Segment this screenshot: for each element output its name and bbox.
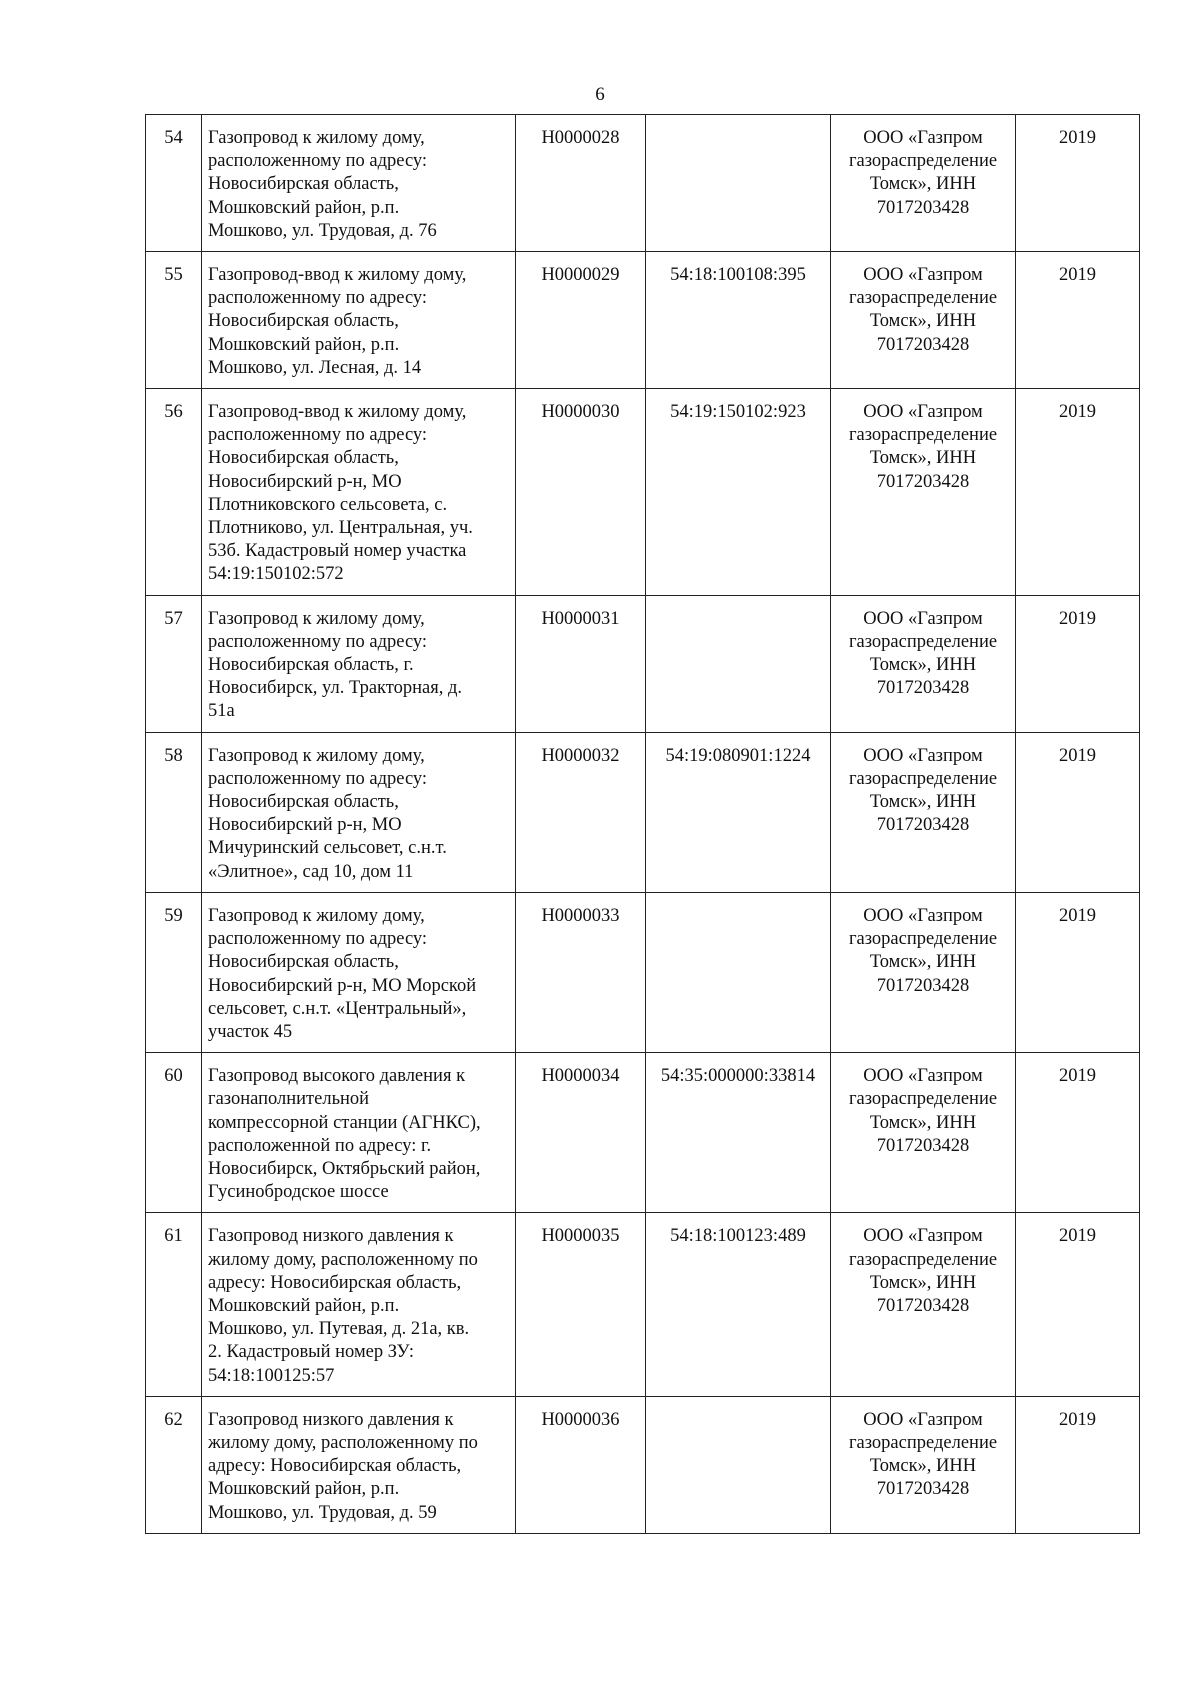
row-number: 61 — [146, 1213, 202, 1396]
row-number: 55 — [146, 252, 202, 389]
table-row — [146, 252, 1140, 389]
owner-organization: ООО «Газпром газораспределение Томск», ИНН 7017203428 — [831, 1053, 1016, 1213]
inventory-number: Н0000028 — [516, 115, 646, 252]
object-description: Газопровод-ввод к жилому дому, расположенному по адресу: Новосибирская область, Мошковский район, р.п. Мошково, ул. Лесная, д. 14 — [202, 252, 516, 389]
inventory-number: Н0000033 — [516, 892, 646, 1052]
owner-organization: ООО «Газпром газораспределение Томск», ИНН 7017203428 — [831, 1396, 1016, 1533]
row-number: 60 — [146, 1053, 202, 1213]
table-row — [146, 389, 1140, 596]
cadastral-number — [646, 1396, 831, 1533]
table-row — [146, 595, 1140, 732]
cadastral-number: 54:19:150102:923 — [646, 389, 831, 596]
inventory-number: Н0000029 — [516, 252, 646, 389]
row-number: 59 — [146, 892, 202, 1052]
object-description: Газопровод-ввод к жилому дому, расположенному по адресу: Новосибирская область, Новосибирский р-н, МО Плотниковского сельсовета, с. Плотниково, ул. Центральная, уч. 53б. Кадастровый номер участка 54:19:150102:572 — [202, 389, 516, 596]
cadastral-number — [646, 892, 831, 1052]
registry-table — [145, 114, 1140, 1534]
object-description: Газопровод к жилому дому, расположенному по адресу: Новосибирская область, Мошковский район, р.п. Мошково, ул. Трудовая, д. 76 — [202, 115, 516, 252]
year: 2019 — [1016, 1213, 1140, 1396]
table-row — [146, 1213, 1140, 1396]
cadastral-number: 54:35:000000:33814 — [646, 1053, 831, 1213]
year: 2019 — [1016, 732, 1140, 892]
inventory-number: Н0000034 — [516, 1053, 646, 1213]
year: 2019 — [1016, 389, 1140, 596]
object-description: Газопровод к жилому дому, расположенному по адресу: Новосибирская область, г. Новосибирск, ул. Тракторная, д. 51а — [202, 595, 516, 732]
object-description: Газопровод к жилому дому, расположенному по адресу: Новосибирская область, Новосибирский р-н, МО Морской сельсовет, с.н.т. «Центральный», участок 45 — [202, 892, 516, 1052]
owner-organization: ООО «Газпром газораспределение Томск», ИНН 7017203428 — [831, 389, 1016, 596]
inventory-number: Н0000030 — [516, 389, 646, 596]
inventory-number: Н0000036 — [516, 1396, 646, 1533]
cadastral-number: 54:19:080901:1224 — [646, 732, 831, 892]
year: 2019 — [1016, 1396, 1140, 1533]
object-description: Газопровод высокого давления к газонаполнительной компрессорной станции (АГНКС), расположенной по адресу: г. Новосибирск, Октябрьский район, Гусинобродское шоссе — [202, 1053, 516, 1213]
object-description: Газопровод низкого давления к жилому дому, расположенному по адресу: Новосибирская область, Мошковский район, р.п. Мошково, ул. Трудовая, д. 59 — [202, 1396, 516, 1533]
row-number: 62 — [146, 1396, 202, 1533]
owner-organization: ООО «Газпром газораспределение Томск», ИНН 7017203428 — [831, 732, 1016, 892]
table-row — [146, 892, 1140, 1052]
inventory-number: Н0000035 — [516, 1213, 646, 1396]
row-number: 56 — [146, 389, 202, 596]
owner-organization: ООО «Газпром газораспределение Томск», ИНН 7017203428 — [831, 892, 1016, 1052]
inventory-number: Н0000032 — [516, 732, 646, 892]
table-row — [146, 1053, 1140, 1213]
year: 2019 — [1016, 115, 1140, 252]
inventory-number: Н0000031 — [516, 595, 646, 732]
cadastral-number — [646, 595, 831, 732]
cadastral-number: 54:18:100123:489 — [646, 1213, 831, 1396]
cadastral-number: 54:18:100108:395 — [646, 252, 831, 389]
object-description: Газопровод к жилому дому, расположенному по адресу: Новосибирская область, Новосибирский р-н, МО Мичуринский сельсовет, с.н.т. «Элитное», сад 10, дом 11 — [202, 732, 516, 892]
year: 2019 — [1016, 892, 1140, 1052]
row-number: 57 — [146, 595, 202, 732]
owner-organization: ООО «Газпром газораспределение Томск», ИНН 7017203428 — [831, 115, 1016, 252]
table-row — [146, 732, 1140, 892]
owner-organization: ООО «Газпром газораспределение Томск», ИНН 7017203428 — [831, 595, 1016, 732]
table-row — [146, 115, 1140, 252]
cadastral-number — [646, 115, 831, 252]
table-row — [146, 1396, 1140, 1533]
page-number: 6 — [595, 84, 605, 105]
year: 2019 — [1016, 595, 1140, 732]
year: 2019 — [1016, 1053, 1140, 1213]
object-description: Газопровод низкого давления к жилому дому, расположенному по адресу: Новосибирская область, Мошковский район, р.п. Мошково, ул. Путевая, д. 21а, кв. 2. Кадастровый номер ЗУ: 54:18:100125:57 — [202, 1213, 516, 1396]
row-number: 58 — [146, 732, 202, 892]
owner-organization: ООО «Газпром газораспределение Томск», ИНН 7017203428 — [831, 252, 1016, 389]
row-number: 54 — [146, 115, 202, 252]
year: 2019 — [1016, 252, 1140, 389]
owner-organization: ООО «Газпром газораспределение Томск», ИНН 7017203428 — [831, 1213, 1016, 1396]
